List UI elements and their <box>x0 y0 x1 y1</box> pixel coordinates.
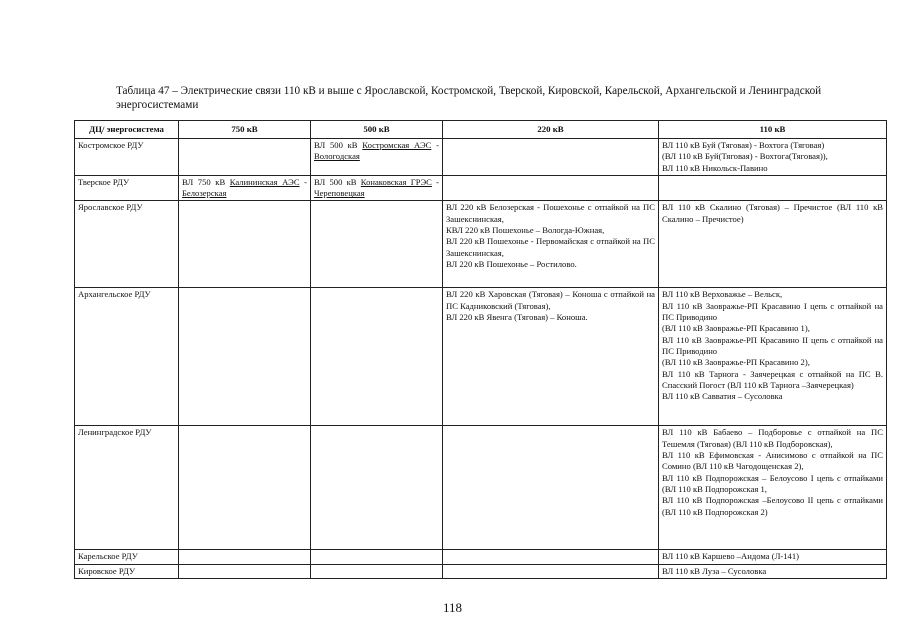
cell-leningrad-500 <box>311 426 443 550</box>
line-item: ВЛ 110 кВ Никольск-Павино <box>662 162 768 173</box>
table-row-kirov <box>75 564 887 578</box>
table-row-arkhangelsk <box>75 288 887 426</box>
cell-kirov-220 <box>443 564 659 578</box>
line-item: ВЛ 110 кВ Бабаево – Подборовье с отпайкой на ПС Тешемля (Тяговая) (ВЛ 110 кВ Подборовская), <box>662 427 883 449</box>
cell-karelia-500 <box>311 550 443 564</box>
table-row-karelia <box>75 550 887 564</box>
cell-yaroslavl-500 <box>311 201 443 288</box>
header-750kv: 750 кВ <box>179 121 311 139</box>
line-item: ВЛ 110 кВ Заовражье-РП Красавино I цепь с отпайкой на ПС Приводино <box>662 300 883 323</box>
cell-arkhangelsk-500 <box>311 288 443 426</box>
line-item: ВЛ 220 кВ Явенга (Тяговая) – Коноша. <box>446 312 588 323</box>
electric-links-table <box>74 120 887 579</box>
row-name-yaroslavl: Ярославское РДУ <box>75 201 179 288</box>
line-item: ВЛ 220 кВ Пошехонье – Ростилово. <box>446 258 577 269</box>
row-name-leningrad: Ленинградское РДУ <box>75 426 179 550</box>
line-item: ВЛ 110 кВ Верховажье – Вельск, <box>662 289 783 300</box>
cell-kirov-500 <box>311 564 443 578</box>
line-item: (ВЛ 110 кВ Заовражье-РП Красавино 2), <box>662 357 810 368</box>
header-500kv: 500 кВ <box>311 121 443 139</box>
line-item: ВЛ 220 кВ Харовская (Тяговая) – Коноша с отпайкой на ПС Кадниковский (Тяговая), <box>446 289 655 311</box>
cell-karelia-110: ВЛ 110 кВ Каршево –Андома (Л-141) <box>659 550 887 564</box>
cell-kostroma-220 <box>443 139 659 176</box>
cell-yaroslavl-750 <box>179 201 311 288</box>
cell-kostroma-750 <box>179 139 311 176</box>
cell-leningrad-220 <box>443 426 659 550</box>
cell-yaroslavl-110: ВЛ 110 кВ Скалино (Тяговая) – Пречистое (ВЛ 110 кВ Скалино – Пречистое) <box>659 201 887 288</box>
cell-kirov-110: ВЛ 110 кВ Луза – Сусоловка <box>659 564 887 578</box>
cell-arkhangelsk-110 <box>659 288 887 426</box>
cell-leningrad-110 <box>659 426 887 550</box>
header-system: ДЦ/ энергосистема <box>75 121 179 139</box>
row-name-kirov: Кировское РДУ <box>75 564 179 578</box>
cell-tver-220 <box>443 175 659 201</box>
header-110kv: 110 кВ <box>659 121 887 139</box>
line-item: ВЛ 110 кВ Подпорожская –Белоусово II цепь с отпайками (ВЛ 110 кВ Подпорожская 2) <box>662 495 883 517</box>
page-number: 118 <box>442 600 463 615</box>
line-item: ВЛ 110 кВ Буй (Тяговая) - Вохтога (Тяговая) <box>662 140 825 150</box>
table-row-tver <box>75 175 887 201</box>
row-name-kostroma: Костромское РДУ <box>75 139 179 176</box>
row-name-tver: Тверское РДУ <box>75 175 179 201</box>
cell-tver-500: ВЛ 500 кВ Конаковская ГРЭС - Череповецкая <box>311 175 443 201</box>
cell-karelia-750 <box>179 550 311 564</box>
cell-arkhangelsk-220 <box>443 288 659 426</box>
line-item: ВЛ 220 кВ Белозерская - Пошехонье с отпайкой на ПС Зашекснинская, <box>446 202 655 224</box>
header-220kv: 220 кВ <box>443 121 659 139</box>
line-item: ВЛ 110 кВ Савватия – Сусоловка <box>662 391 783 402</box>
line-item: (ВЛ 110 кВ Буй(Тяговая) - Вохтога(Тяговая)), <box>662 151 828 162</box>
cell-leningrad-750 <box>179 426 311 550</box>
line-item: ВЛ 110 кВ Заовражье-РП Красавино II цепь с отпайкой на ПС Приводино <box>662 334 883 356</box>
table-row-kostroma <box>75 139 887 176</box>
cell-yaroslavl-220 <box>443 201 659 288</box>
line-item: ВЛ 110 кВ Ефимовская - Анисимово с отпайкой на ПС Сомино (ВЛ 110 кВ Чагодощенская 2), <box>662 450 883 472</box>
table-caption: Таблица 47 – Электрические связи 110 кВ и выше с Ярославской, Костромской, Тверской, Кировской, Карельской, Архангельской и Ленинградской энергосистемами <box>116 85 822 111</box>
line-item: ВЛ 220 кВ Пошехонье - Первомайская с отпайкой на ПС Зашекснинская, <box>446 236 655 258</box>
line-item: (ВЛ 110 кВ Заовражье-РП Красавино 1), <box>662 323 810 334</box>
table-row-yaroslavl <box>75 201 887 288</box>
row-name-karelia: Карельское РДУ <box>75 550 179 564</box>
table-row-leningrad <box>75 426 887 550</box>
cell-tver-110 <box>659 175 887 201</box>
header-row <box>75 121 887 139</box>
cell-tver-750: ВЛ 750 кВ Калининская АЭС - Белозерская <box>179 175 311 201</box>
row-name-arkhangelsk: Архангельское РДУ <box>75 288 179 426</box>
cell-kostroma-500: ВЛ 500 кВ Костромская АЭС - Вологодская <box>311 139 443 176</box>
line-item: ВЛ 110 кВ Тарнога - Заячерецкая с отпайкой на ПС В. Спасский Погост (ВЛ 110 кВ Тарнога –Заячерецкая) <box>662 368 883 390</box>
cell-kostroma-110 <box>659 139 887 176</box>
cell-arkhangelsk-750 <box>179 288 311 426</box>
line-item: КВЛ 220 кВ Пошехонье – Вологда-Южная, <box>446 225 605 236</box>
cell-karelia-220 <box>443 550 659 564</box>
cell-kirov-750 <box>179 564 311 578</box>
line-item: ВЛ 110 кВ Подпорожская – Белоусово I цепь с отпайками (ВЛ 110 кВ Подпорожская 1, <box>662 472 883 494</box>
